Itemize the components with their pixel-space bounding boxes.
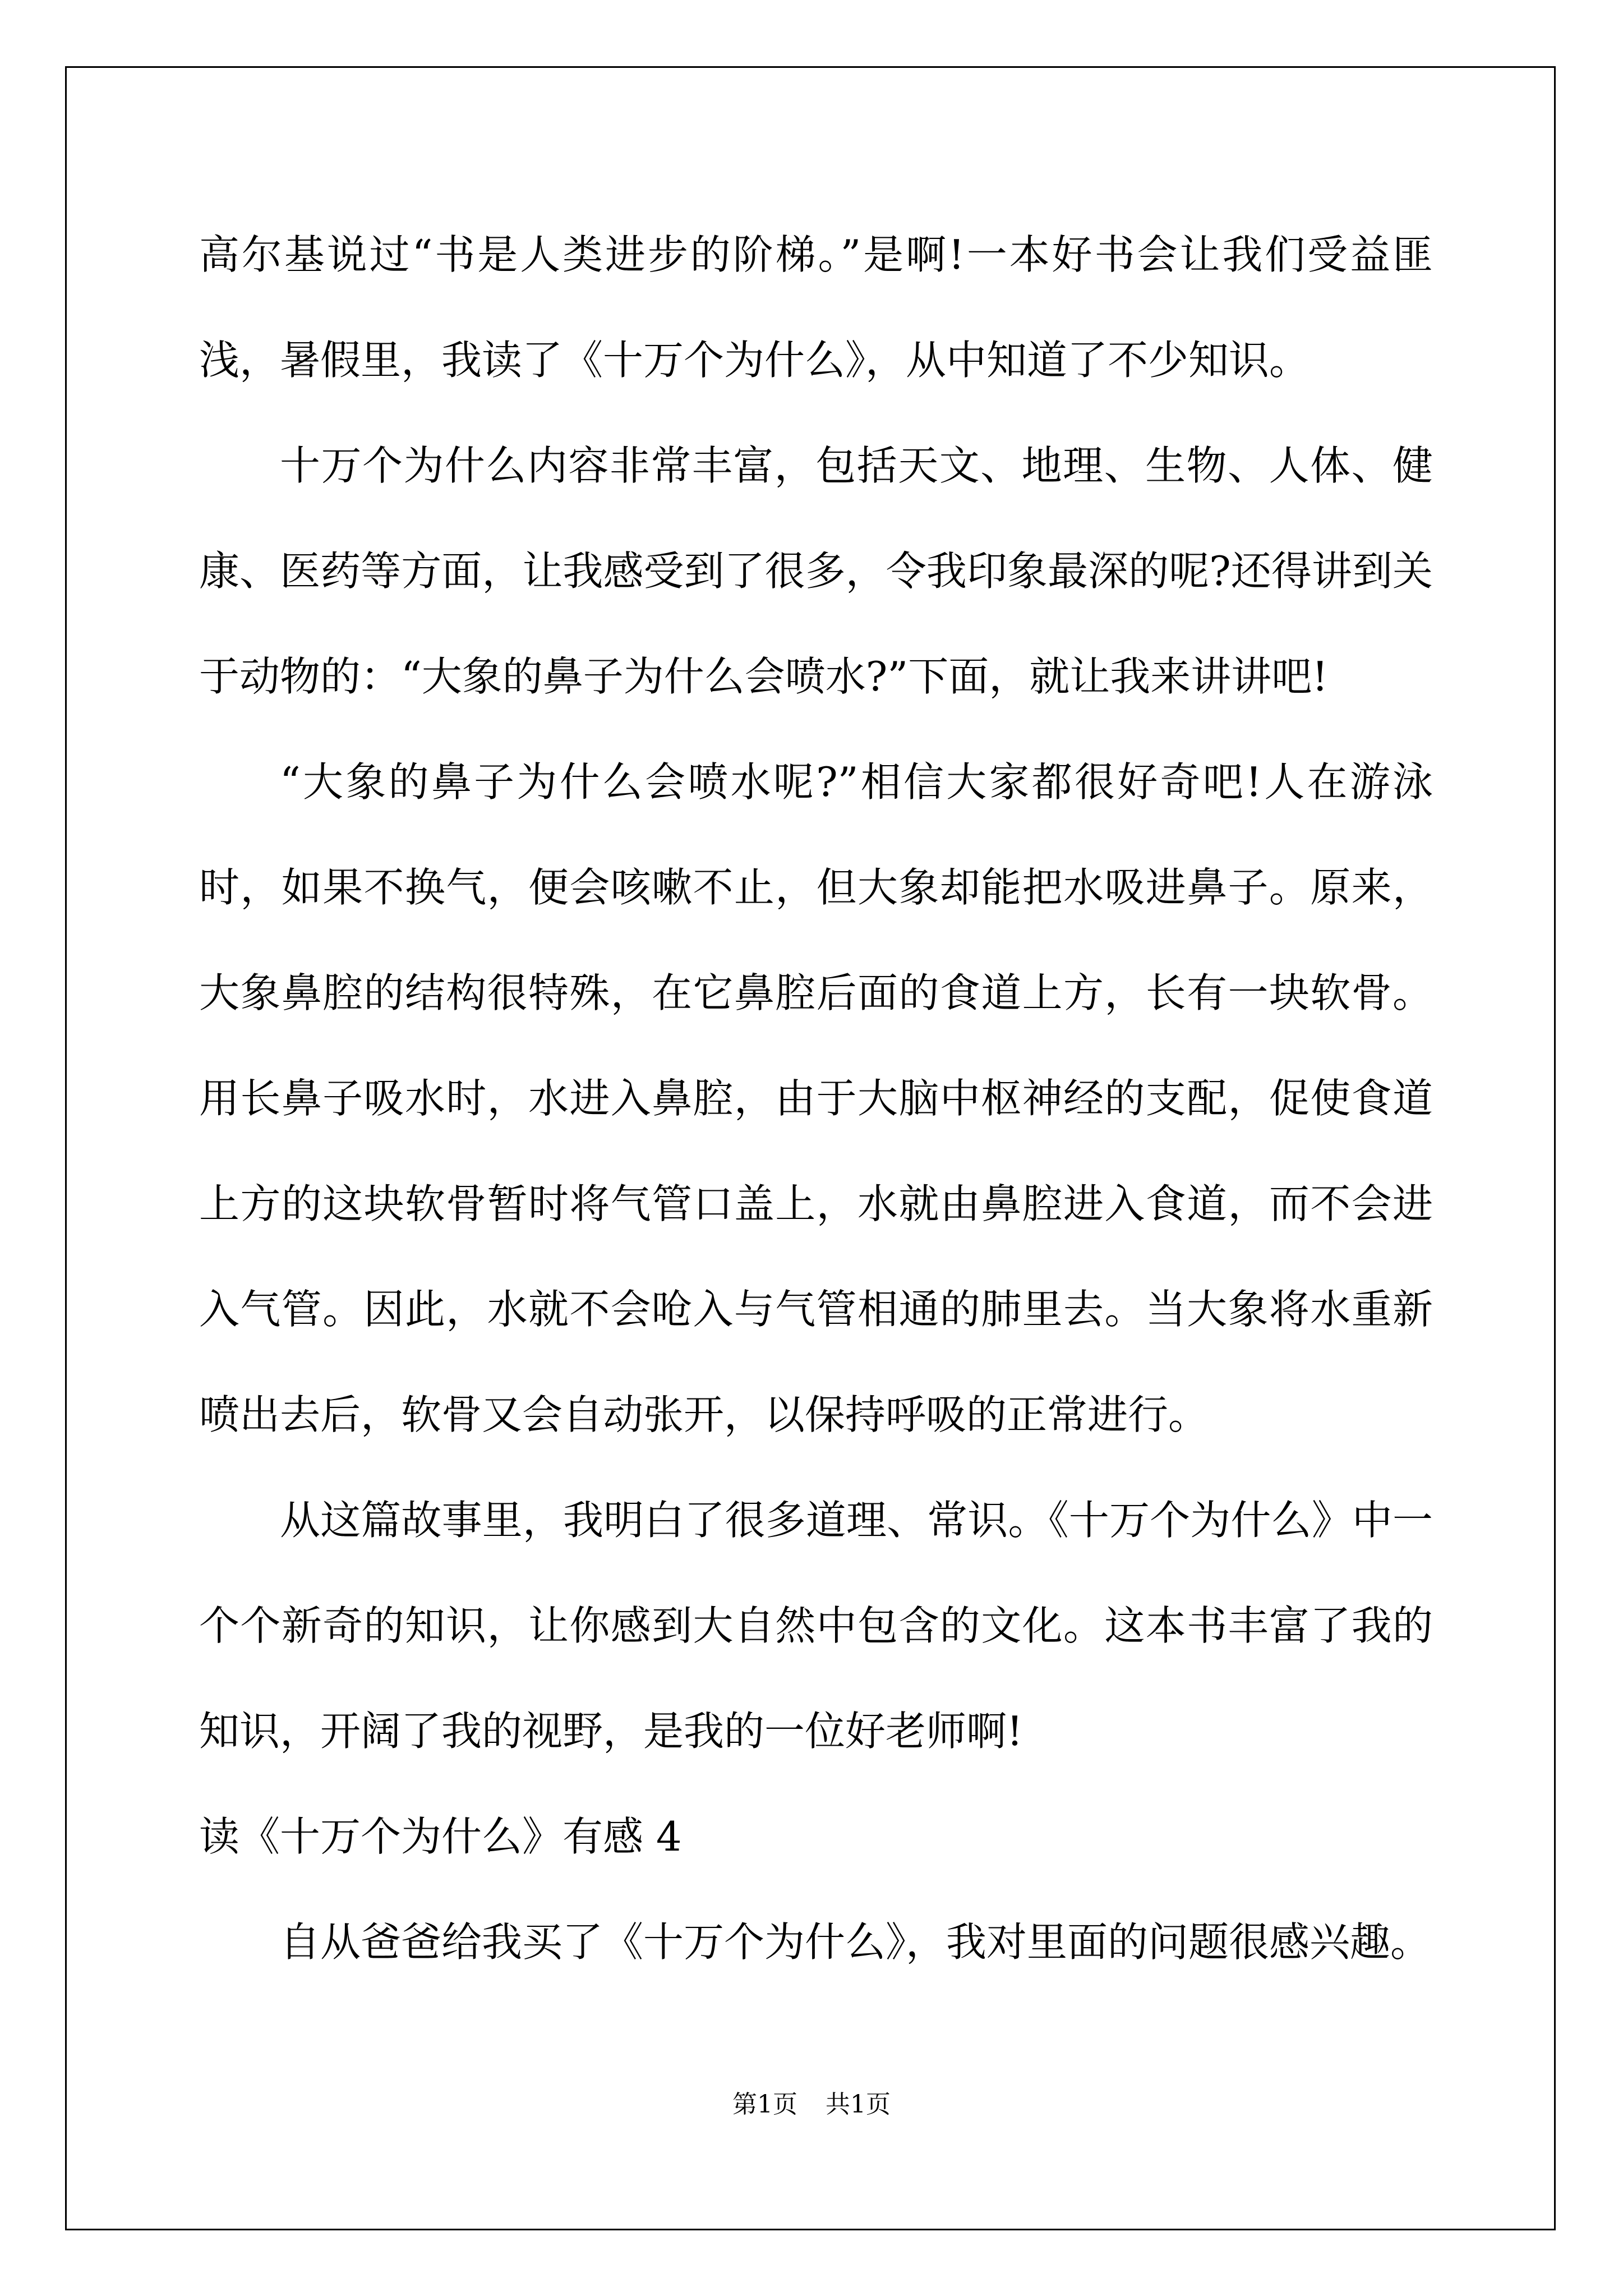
page-footer (0, 2084, 1623, 2120)
paragraph-5: 自从爸爸给我买了《十万个为什么》，我对里面的问题很感兴趣。 (280, 1918, 1431, 1966)
page-number-total: 共1页 (826, 2090, 891, 2119)
paragraph-2: 十万个为什么内容非常丰富，包括天文、地理、生物、人体、健康、医药等方面，让我感受到了很多，令我印象最深的呢?还得讲到关于动物的：“大象的鼻子为什么会喷水?”下面，就让我来讲讲吧! (199, 442, 1433, 700)
paragraph-4: 从这篇故事里，我明白了很多道理、常识。《十万个为什么》中一个个新奇的知识，让你感到大自然中包含的文化。这本书丰富了我的知识，开阔了我的视野，是我的一位好老师啊! (199, 1497, 1433, 1755)
section-title: 读《十万个为什么》有感 4 (199, 1813, 682, 1860)
document-body (199, 202, 1433, 1995)
paragraph-1: 高尔基说过“书是人类进步的阶梯。”是啊!一本好书会让我们受益匪浅，暑假里，我读了《十万个为什么》，从中知道了不少知识。 (199, 231, 1433, 384)
page-number-current: 第1页 (732, 2090, 797, 2119)
paragraph-3: “大象的鼻子为什么会喷水呢?”相信大家都很好奇吧!人在游泳时，如果不换气，便会咳嗽不止，但大象却能把水吸进鼻子。原来，大象鼻腔的结构很特殊，在它鼻腔后面的食道上方，长有一块软骨。用长鼻子吸水时，水进入鼻腔，由于大脑中枢神经的支配，促使食道上方的这块软骨暂时将气管口盖上，水就由鼻腔进入食道，而不会进入气管。因此，水就不会呛入与气管相通的肺里去。当大象将水重新喷出去后，软骨又会自动张开，以保持呼吸的正常进行。 (199, 758, 1433, 1438)
